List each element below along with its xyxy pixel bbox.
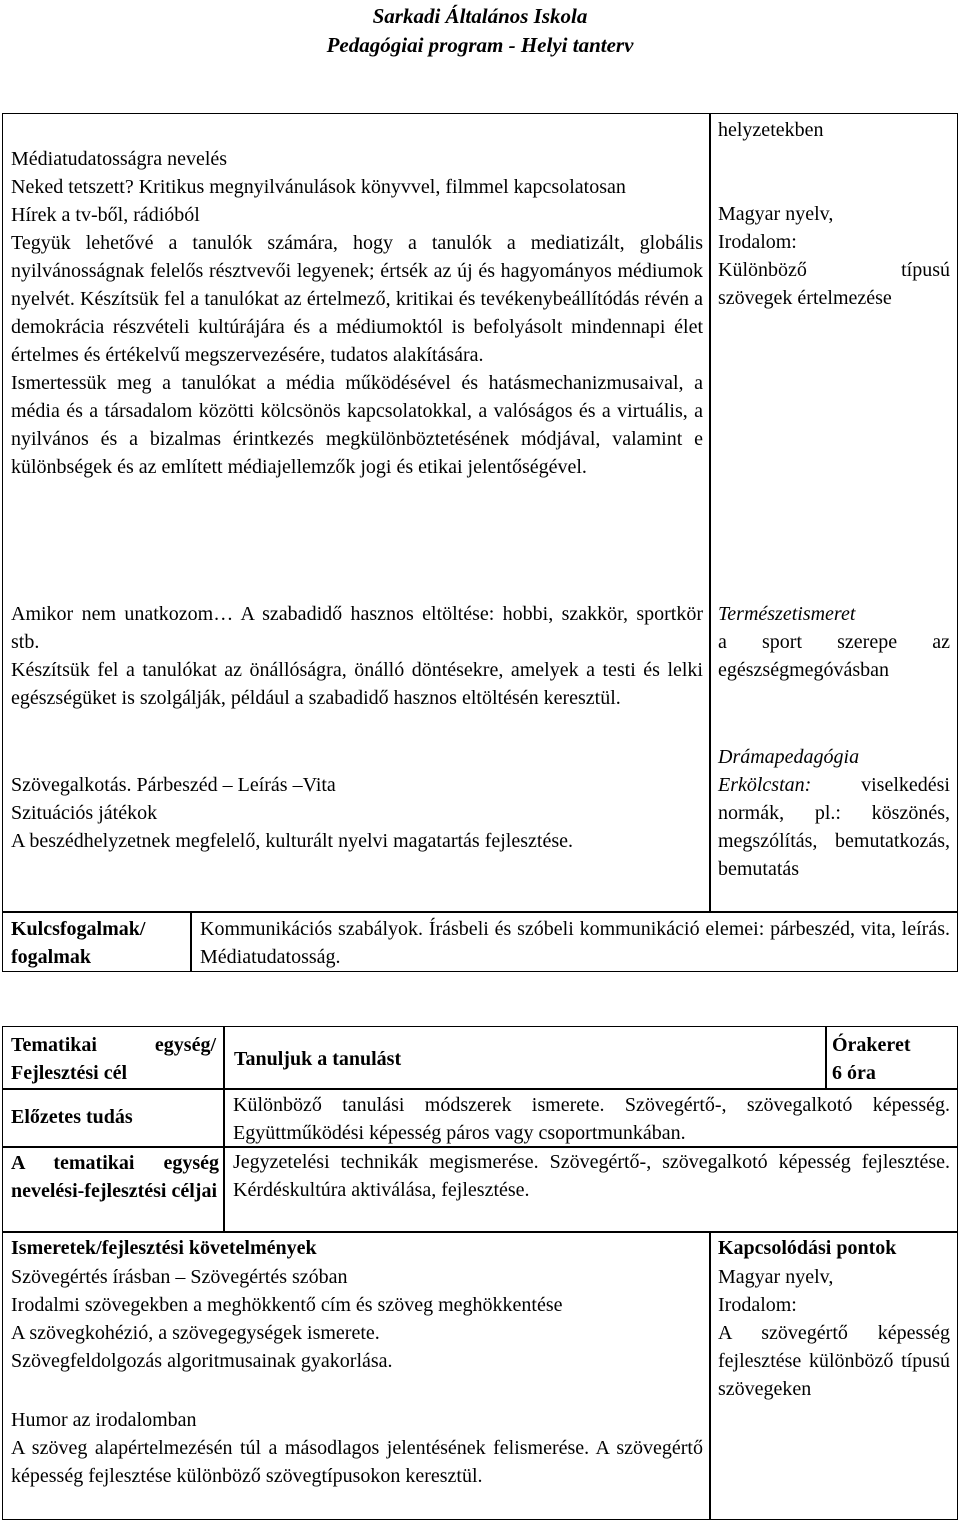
links-header: Kapcsolódási pontok bbox=[718, 1237, 897, 1259]
prior-knowledge-text: Különböző tanulási módszerek ismerete. Szövegértő-, szövegalkotó képesség. Együttműködési képesség páros vagy csoportmunkában. bbox=[233, 1094, 950, 1144]
connection-cell-3 bbox=[718, 743, 950, 883]
requirements-header: Ismeretek/fejlesztési követelmények bbox=[11, 1237, 317, 1259]
media-literacy-line: Neked tetszett? Kritikus megnyilvánulások könyvvel, filmmel kapcsolatosan bbox=[11, 176, 626, 198]
table-2-hours-divider bbox=[825, 1026, 827, 1089]
connection-subject: Természetismeret bbox=[718, 603, 856, 625]
free-time-block bbox=[11, 600, 703, 712]
requirements-list bbox=[11, 1263, 703, 1375]
table-2-row-divider bbox=[2, 1231, 958, 1233]
free-time-paragraph: Készítsük fel a tanulókat az önállóságra, önálló döntésekre, amelyek a testi és lelki egészségüket is szolgálják, például a szabadidő hasznos eltöltésén keresztül. bbox=[11, 659, 703, 709]
table-1-keyword-divider bbox=[190, 911, 192, 972]
connection-text: helyzetekben bbox=[718, 119, 824, 141]
hours-value: 6 óra bbox=[832, 1062, 876, 1084]
connection-text: viselkedési normák, pl.: köszönés, megszólítás, bemutatkozás, bemutatás bbox=[718, 774, 950, 880]
prior-knowledge-label: Előzetes tudás bbox=[11, 1106, 133, 1128]
table-2-row-divider bbox=[2, 1088, 958, 1090]
document-title: Pedagógiai program - Helyi tanterv bbox=[326, 33, 634, 57]
links-cell bbox=[718, 1263, 950, 1403]
connection-subject: Magyar nyelv, bbox=[718, 1266, 834, 1288]
keywords-label: Kulcsfogalmak/ fogalmak bbox=[11, 918, 146, 968]
humor-title: Humor az irodalomban bbox=[11, 1409, 197, 1431]
table-1-row-divider bbox=[2, 911, 958, 913]
humor-text: A szöveg alapértelmezésén túl a másodlagos jelentésének felismerése. A szövegértő képesség fejlesztése különböző szövegtípusokon keresztül. bbox=[11, 1437, 703, 1487]
speech-block bbox=[11, 771, 703, 855]
keywords-text: Kommunikációs szabályok. Írásbeli és szóbeli kommunikáció elemei: párbeszéd, vita, leírás. Médiatudatosság. bbox=[200, 918, 950, 968]
connection-subject: Irodalom: bbox=[718, 231, 797, 253]
media-literacy-block bbox=[11, 145, 703, 481]
unit-title: Tanuljuk a tanulást bbox=[234, 1048, 402, 1070]
connection-text: A szövegértő képesség fejlesztése különböző típusú szövegeken bbox=[718, 1322, 950, 1400]
unit-label: Tematikai egység/ Fejlesztési cél bbox=[11, 1034, 216, 1084]
table-2-label-divider bbox=[223, 1026, 225, 1232]
media-literacy-paragraph: Ismertessük meg a tanulókat a média működésével és hatásmechanizmusaival, a média és a társadalom közötti kölcsönös kapcsolatokkal, a valóságos és a virtuális, a nyilvános és a bizalmas érintkezés megkülönböztetésének módjával, valamint e különbségek és az említett médiajellemzők jogi és etikai jelentőségével. bbox=[11, 372, 703, 478]
connection-text: a sport szerepe az egészségmegóvásban bbox=[718, 631, 950, 681]
humor-block bbox=[11, 1406, 703, 1490]
goals-text: Jegyzetelési technikák megismerése. Szövegértő-, szövegalkotó képesség fejlesztése. Kérdéskultúra aktiválása, fejlesztése. bbox=[233, 1151, 950, 1201]
connection-cell-1 bbox=[718, 116, 950, 312]
connection-text: szövegek értelmezése bbox=[718, 287, 892, 309]
connection-text: típusú bbox=[901, 259, 950, 281]
list-item: Szövegértés írásban – Szövegértés szóban bbox=[11, 1266, 348, 1288]
hours-label: Órakeret bbox=[832, 1034, 911, 1056]
free-time-paragraph: Amikor nem unatkozom… A szabadidő hasznos eltöltése: hobbi, szakkör, sportkör stb. bbox=[11, 603, 703, 653]
connection-cell-2 bbox=[718, 600, 950, 684]
media-literacy-title: Médiatudatosságra nevelés bbox=[11, 148, 228, 170]
speech-line: Szituációs játékok bbox=[11, 802, 158, 824]
media-literacy-line: Hírek a tv-ből, rádióból bbox=[11, 204, 200, 226]
table-1-column-divider bbox=[709, 113, 711, 912]
speech-line: A beszédhelyzetnek megfelelő, kulturált nyelvi magatartás fejlesztése. bbox=[11, 830, 573, 852]
media-literacy-paragraph: Tegyük lehetővé a tanulók számára, hogy a tanulók a mediatizált, globális nyilvánosságnak felelős résztvevői legyenek; értsék az új és hagyományos médiumok nyelvét. Készítsük fel a tanulókat az értelmező, kritikai és tevékenybeállítódás révén a demokrácia részvételi kultúrájára és a médiumoktól is befolyásolt mindennapi élet értelmes és értékelvű megszervezésére, tudatos alakítására. bbox=[11, 232, 703, 366]
connection-subject: Irodalom: bbox=[718, 1294, 797, 1316]
speech-line: Szövegalkotás. Párbeszéd – Leírás –Vita bbox=[11, 774, 336, 796]
connection-subject: Drámapedagógia bbox=[718, 746, 860, 768]
connection-text: Különböző bbox=[718, 259, 807, 281]
list-item: Irodalmi szövegekben a meghökkentő cím és szöveg meghökkentése bbox=[11, 1294, 563, 1316]
table-2-links-divider bbox=[709, 1231, 711, 1520]
list-item: Szövegfeldolgozás algoritmusainak gyakorlása. bbox=[11, 1350, 393, 1372]
connection-subject: Erkölcstan: bbox=[718, 774, 812, 796]
list-item: A szövegkohézió, a szövegegységek ismerete. bbox=[11, 1322, 380, 1344]
connection-subject: Magyar nyelv, bbox=[718, 203, 834, 225]
school-name: Sarkadi Általános Iskola bbox=[372, 4, 588, 28]
goals-label: A tematikai egység nevelési-fejlesztési céljai bbox=[11, 1152, 219, 1202]
